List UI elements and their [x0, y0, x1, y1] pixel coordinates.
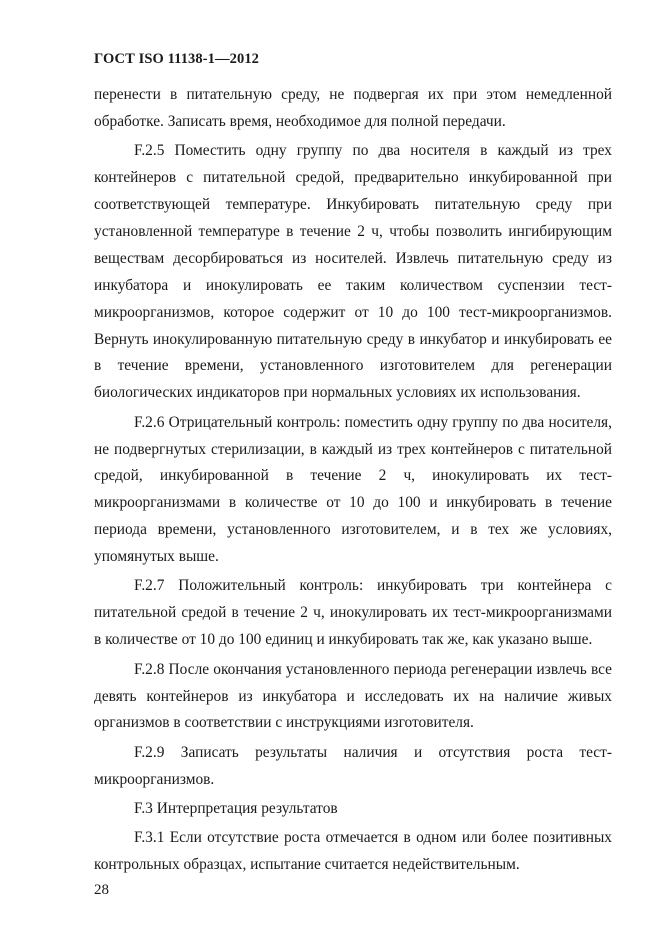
paragraph-continuation: перенести в питательную среду, не подвергая их при этом немедленной обработке. Записать время, необходимое для полной передачи. [94, 86, 612, 130]
document-body [94, 82, 612, 881]
paragraph-f-2-7: F.2.7 Положительный контроль: инкубировать три контейнера с питательной средой в течение 2 ч, инокулировать их тест-микроорганизмами в количестве от 10 до 100 единиц и инкубировать так же, как указано выше. [94, 577, 612, 649]
paragraph-f-3-1: F.3.1 Если отсутствие роста отмечается в одном или более позитивных контрольных образцах, испытание считается недействительным. [94, 829, 612, 874]
paragraph-f-2-6: F.2.6 Отрицательный контроль: поместить одну группу по два носителя, не подвергнутых стерилизации, в каждый из трех контейнеров с питательной средой, инкубированной в течение 2 ч, инокулировать их тест-микроорганизмами в количестве от 10 до 100 и инкубировать в течение периода времени, установленного изготовителем, и в тех же условиях, упомянутых выше. [94, 413, 612, 566]
paragraph-f-2-8: F.2.8 После окончания установленного периода регенерации извлечь все девять контейнеров из инкубатора и исследовать их на наличие живых организмов в соответствии с инструкциями изготовителя. [94, 660, 612, 732]
section-heading-f-3: F.3 Интерпретация результатов [134, 799, 338, 817]
page-number: 28 [94, 882, 109, 898]
paragraph-f-2-9: F.2.9 Записать результаты наличия и отсутствия роста тест-микроорганизмов. [94, 743, 612, 788]
paragraph-f-2-5: F.2.5 Поместить одну группу по два носителя в каждый из трех контейнеров с питательной средой, предварительно инкубированной при соответствующей температуре. Инкубировать питательную среду при установленной температуре в течение 2 ч, чтобы позволить ингибирующим веществам десорбироваться из носителей. Извлечь питательную среду из инкубатора и инокулировать ее таким количеством суспензии тест-микроорганизмов, которое содержит от 10 до 100 тест-микроорганизмов. Вернуть инокулированную питательную среду в инкубатор и инкубировать ее в течение времени, установленного изготовителем для регенерации биологических индикаторов при нормальных условиях их использования. [94, 142, 612, 402]
standard-header: ГОСТ ISO 11138-1—2012 [94, 51, 260, 67]
